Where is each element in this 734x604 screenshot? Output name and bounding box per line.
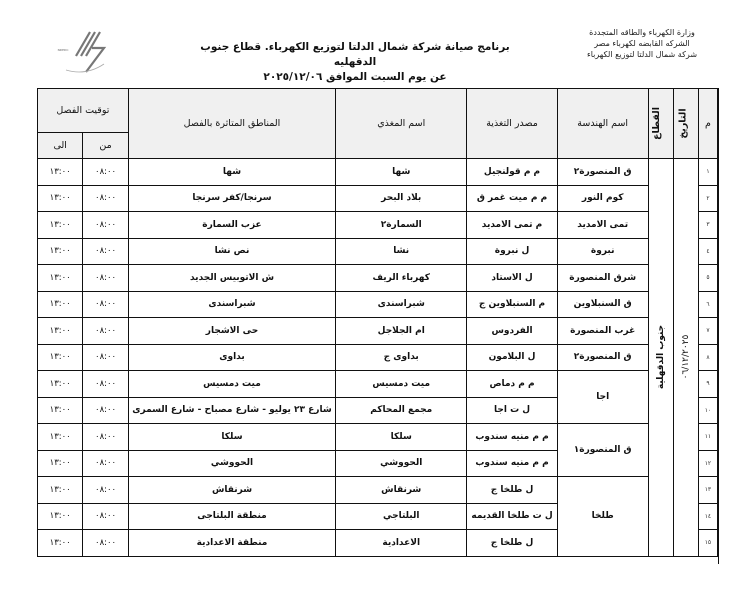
col-header-date	[673, 89, 698, 159]
time-from: ٠٨:٠٠	[83, 371, 128, 398]
time-from: ٠٨:٠٠	[83, 265, 128, 292]
row-number: ١٥	[698, 530, 717, 557]
feeder-name: بداوى ج	[336, 344, 467, 371]
engineering-name: طلخا	[557, 477, 648, 557]
row-number: ٨	[698, 344, 717, 371]
time-to: ١٣:٠٠	[38, 318, 83, 345]
feeder-name: ميت دمسيس	[336, 371, 467, 398]
time-to: ١٣:٠٠	[38, 371, 83, 398]
engineering-name: نبروة	[557, 238, 648, 265]
row-number: ٤	[698, 238, 717, 265]
col-header-sector-label: القطاع	[650, 107, 662, 140]
affected-areas: الحووشي	[128, 450, 336, 477]
col-header-from: من	[83, 133, 128, 159]
col-header-sector	[648, 89, 673, 159]
feed-source: ل الاستاد	[467, 265, 558, 292]
col-header-num: م	[698, 89, 717, 159]
feed-source: م م دماص	[467, 371, 558, 398]
time-from: ٠٨:٠٠	[83, 424, 128, 451]
engineering-name: ق المنصورة١	[557, 424, 648, 477]
affected-areas: شرنقاش	[128, 477, 336, 504]
engineering-name: ق المنصورة٢	[557, 344, 648, 371]
feeder-name: شرنقاش	[336, 477, 467, 504]
feeder-name: البلتاجي	[336, 503, 467, 530]
feed-source: ل ت طلخا القديمه	[467, 503, 558, 530]
table-row	[38, 238, 718, 265]
feed-source: الفردوس	[467, 318, 558, 345]
time-from: ٠٨:٠٠	[83, 212, 128, 239]
time-to: ١٣:٠٠	[38, 477, 83, 504]
engineering-name: اجا	[557, 371, 648, 424]
col-header-engineering: اسم الهندسة	[557, 89, 648, 159]
feeder-name: شبراسندى	[336, 291, 467, 318]
feeder-name: مجمع المحاكم	[336, 397, 467, 424]
engineering-name: غرب المنصورة	[557, 318, 648, 345]
ministry-header	[572, 27, 712, 60]
time-to: ١٣:٠٠	[38, 450, 83, 477]
feed-source: م م قولنجيل	[467, 159, 558, 186]
feeder-name: بلاد البحر	[336, 185, 467, 212]
feed-source: م م منيه سندوب	[467, 450, 558, 477]
table-row	[38, 318, 718, 345]
engineering-name: ق المنصورة٢	[557, 159, 648, 186]
row-number: ٦	[698, 291, 717, 318]
affected-areas: شها	[128, 159, 336, 186]
time-to: ١٣:٠٠	[38, 238, 83, 265]
time-to: ١٣:٠٠	[38, 185, 83, 212]
time-to: ١٣:٠٠	[38, 159, 83, 186]
table-row	[38, 371, 718, 398]
affected-areas: عزب السمارة	[128, 212, 336, 239]
affected-areas: شبراسندى	[128, 291, 336, 318]
time-to: ١٣:٠٠	[38, 291, 83, 318]
company-logo	[46, 26, 110, 74]
feed-source: ل البلامون	[467, 344, 558, 371]
row-number: ١٤	[698, 503, 717, 530]
feed-source: ل ت اجا	[467, 397, 558, 424]
time-to: ١٣:٠٠	[38, 344, 83, 371]
time-from: ٠٨:٠٠	[83, 503, 128, 530]
row-number: ٥	[698, 265, 717, 292]
time-from: ٠٨:٠٠	[83, 397, 128, 424]
date-cell	[673, 159, 698, 557]
col-header-source: مصدر التغذية	[467, 89, 558, 159]
time-from: ٠٨:٠٠	[83, 185, 128, 212]
time-from: ٠٨:٠٠	[83, 318, 128, 345]
time-from: ٠٨:٠٠	[83, 450, 128, 477]
feeder-name: سلكا	[336, 424, 467, 451]
sector-value: جنوب الدقهلية	[655, 325, 666, 390]
table-row	[38, 291, 718, 318]
affected-areas: سرنجا/كفر سرنجا	[128, 185, 336, 212]
time-from: ٠٨:٠٠	[83, 477, 128, 504]
affected-areas: شارع ٢٣ يوليو - شارع مصباح - شارع السمرى	[128, 397, 336, 424]
table-row	[38, 344, 718, 371]
affected-areas: منطقة الاعدادية	[128, 530, 336, 557]
table-row	[38, 265, 718, 292]
feeder-name: ام الجلاجل	[336, 318, 467, 345]
affected-areas: ميت دمسيس	[128, 371, 336, 398]
col-header-date-label: التاريخ	[677, 108, 689, 139]
time-from: ٠٨:٠٠	[83, 344, 128, 371]
feed-source: م تمى الامديد	[467, 212, 558, 239]
time-from: ٠٨:٠٠	[83, 238, 128, 265]
company-line: شركة شمال الدلتا لتوزيع الكهرباء	[586, 50, 698, 59]
feed-source: م السنبلاوين ج	[467, 291, 558, 318]
maintenance-schedule-table	[37, 88, 718, 557]
engineering-name: تمى الامديد	[557, 212, 648, 239]
feeder-name: الحووشي	[336, 450, 467, 477]
engineering-name: ق السنبلاوين	[557, 291, 648, 318]
feed-source: م م منيه سندوب	[467, 424, 558, 451]
title-line-2: عن يوم السبت الموافق ٢٠٢٥/١٢/٠٦	[263, 71, 447, 83]
sector-cell	[648, 159, 673, 557]
table-row	[38, 424, 718, 451]
time-to: ١٣:٠٠	[38, 530, 83, 557]
feed-source: م م ميت غمر ق	[467, 185, 558, 212]
time-from: ٠٨:٠٠	[83, 291, 128, 318]
col-header-feeder: اسم المغذي	[336, 89, 467, 159]
feeder-name: نشا	[336, 238, 467, 265]
engineering-name: كوم النور	[557, 185, 648, 212]
affected-areas: حى الاشجار	[128, 318, 336, 345]
row-number: ٢	[698, 185, 717, 212]
feed-source: ل نبروة	[467, 238, 558, 265]
row-number: ٣	[698, 212, 717, 239]
col-header-timing: توقيت الفصل	[38, 89, 129, 133]
time-from: ٠٨:٠٠	[83, 530, 128, 557]
affected-areas: بداوى	[128, 344, 336, 371]
affected-areas: سلكا	[128, 424, 336, 451]
engineering-name: شرق المنصورة	[557, 265, 648, 292]
feed-source: ل طلخا ج	[467, 477, 558, 504]
row-number: ١٣	[698, 477, 717, 504]
feeder-name: الاعدادية	[336, 530, 467, 557]
col-header-areas: المناطق المتاثرة بالفصل	[128, 89, 336, 159]
feeder-name: كهرباء الريف	[336, 265, 467, 292]
row-number: ١١	[698, 424, 717, 451]
table-row	[38, 159, 718, 186]
table-row	[38, 212, 718, 239]
time-to: ١٣:٠٠	[38, 212, 83, 239]
time-to: ١٣:٠٠	[38, 265, 83, 292]
table-row	[38, 185, 718, 212]
affected-areas: نص نشا	[128, 238, 336, 265]
row-number: ١	[698, 159, 717, 186]
affected-areas: ش الاتوبيس الجديد	[128, 265, 336, 292]
time-to: ١٣:٠٠	[38, 503, 83, 530]
time-from: ٠٨:٠٠	[83, 159, 128, 186]
table-right-border	[718, 88, 719, 564]
document-title	[190, 40, 520, 85]
affected-areas: منطقة البلتاجى	[128, 503, 336, 530]
time-to: ١٣:٠٠	[38, 424, 83, 451]
row-number: ١٠	[698, 397, 717, 424]
date-value: ٠٦/١٢/٢٠٢٥	[680, 334, 691, 380]
feeder-name: شها	[336, 159, 467, 186]
logo-text: NDEDC	[57, 48, 69, 52]
col-header-to: الى	[38, 133, 83, 159]
time-to: ١٣:٠٠	[38, 397, 83, 424]
feed-source: ل طلخا ج	[467, 530, 558, 557]
row-number: ٧	[698, 318, 717, 345]
table-row	[38, 477, 718, 504]
feeder-name: السمارة٢	[336, 212, 467, 239]
row-number: ١٢	[698, 450, 717, 477]
holding-company-line: الشركه القابضه لكهرباء مصر	[594, 39, 690, 48]
title-line-1: برنامج صيانة شركة شمال الدلتا لتوزيع الكهرباء. قطاع جنوب الدقهليه	[200, 41, 510, 68]
ministry-line: وزارة الكهرباء والطاقه المتجددة	[589, 28, 695, 37]
row-number: ٩	[698, 371, 717, 398]
